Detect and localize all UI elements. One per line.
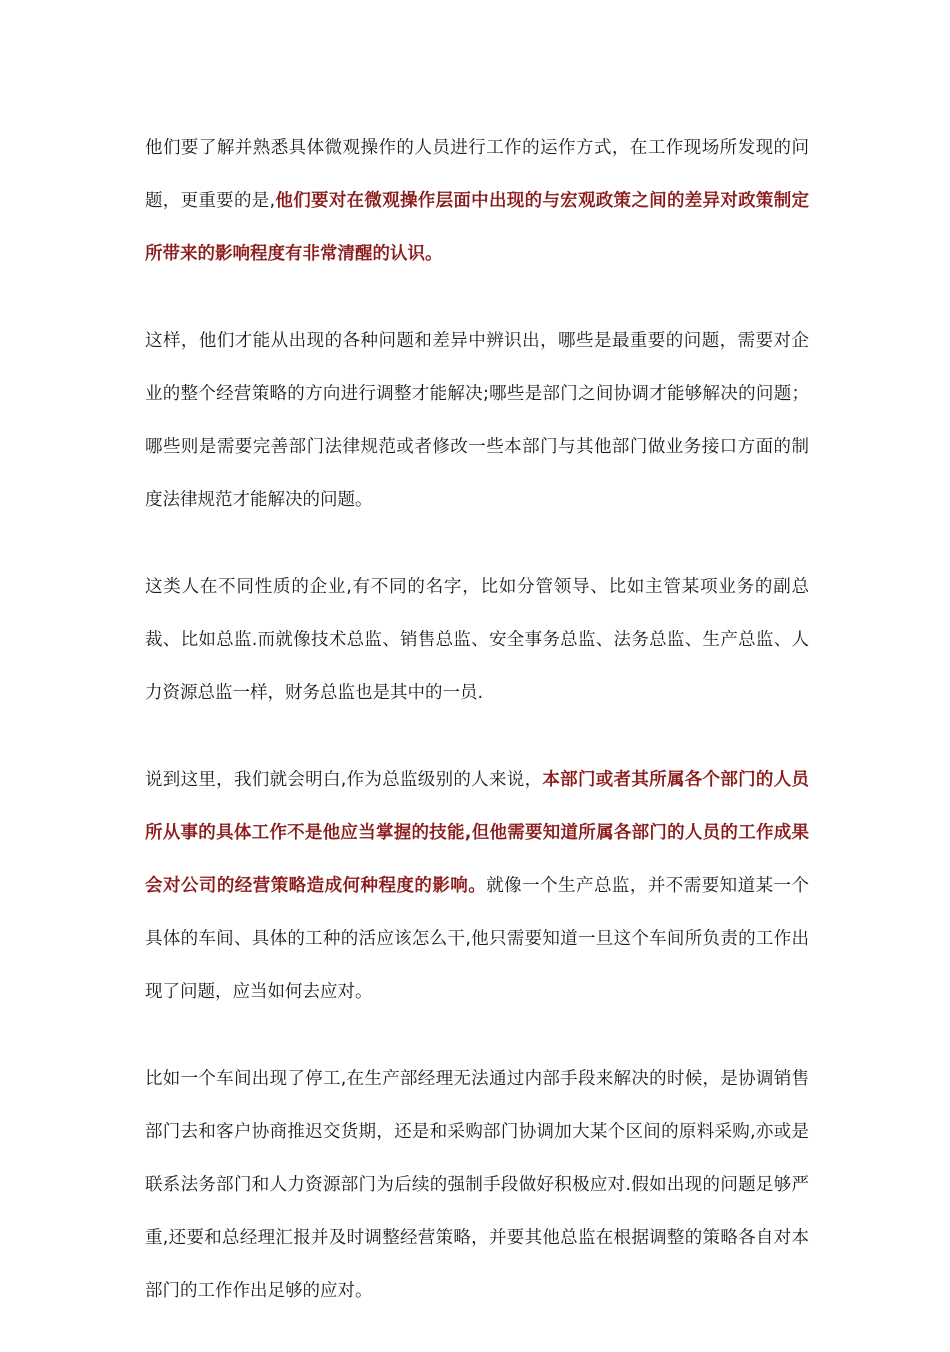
paragraph-4-text-outro: 就像一个生产总监，并不需要知道某一个具体的车间、具体的工种的活应该怎么干,他只需要知道一旦这个车间所负责的工作出现了问题，应当如何去应对。 — [145, 876, 810, 1002]
paragraph-1-highlight: 他们要对在微观操作层面中出现的与宏观政策之间的差异对政策制定所带来的影响程度有非常清醒的认识。 — [145, 191, 810, 264]
paragraph-5 — [145, 1053, 809, 1318]
paragraph-3 — [145, 561, 809, 720]
paragraph-2-text: 这样，他们才能从出现的各种问题和差异中辨识出，哪些是最重要的问题，需要对企业的整个经营策略的方向进行调整才能解决;哪些是部门之间协调才能够解决的问题；哪些则是需要完善部门法律规范或者修改一些本部门与其他部门做业务接口方面的制度法律规范才能解决的问题。 — [145, 331, 809, 510]
paragraph-2 — [145, 315, 809, 527]
paragraph-1-text: 他们要了解并熟悉具体微观操作的人员进行工作的运作方式，在工作现场所发现的问题，更重要的是, — [145, 138, 809, 211]
paragraph-4 — [145, 754, 809, 1019]
paragraph-1 — [145, 122, 809, 281]
document-body — [145, 122, 809, 1352]
paragraph-4-text-intro: 说到这里，我们就会明白,作为总监级别的人来说， — [145, 770, 543, 790]
paragraph-5-text: 比如一个车间出现了停工,在生产部经理无法通过内部手段来解决的时候，是协调销售部门去和客户协商推迟交货期，还是和采购部门协调加大某个区间的原料采购,亦或是联系法务部门和人力资源部门为后续的强制手段做好积极应对.假如出现的问题足够严重,还要和总经理汇报并及时调整经营策略，并要其他总监在根据调整的策略各自对本部门的工作作出足够的应对。 — [145, 1069, 809, 1301]
paragraph-4-highlight: 本部门或者其所属各个部门的人员所从事的具体工作不是他应当掌握的技能,但他需要知道所属各部门的人员的工作成果会对公司的经营策略造成何种程度的影响。 — [145, 770, 810, 896]
paragraph-3-text: 这类人在不同性质的企业,有不同的名字，比如分管领导、比如主管某项业务的副总裁、比如总监.而就像技术总监、销售总监、安全事务总监、法务总监、生产总监、人力资源总监一样，财务总监也是其中的一员. — [145, 577, 809, 703]
